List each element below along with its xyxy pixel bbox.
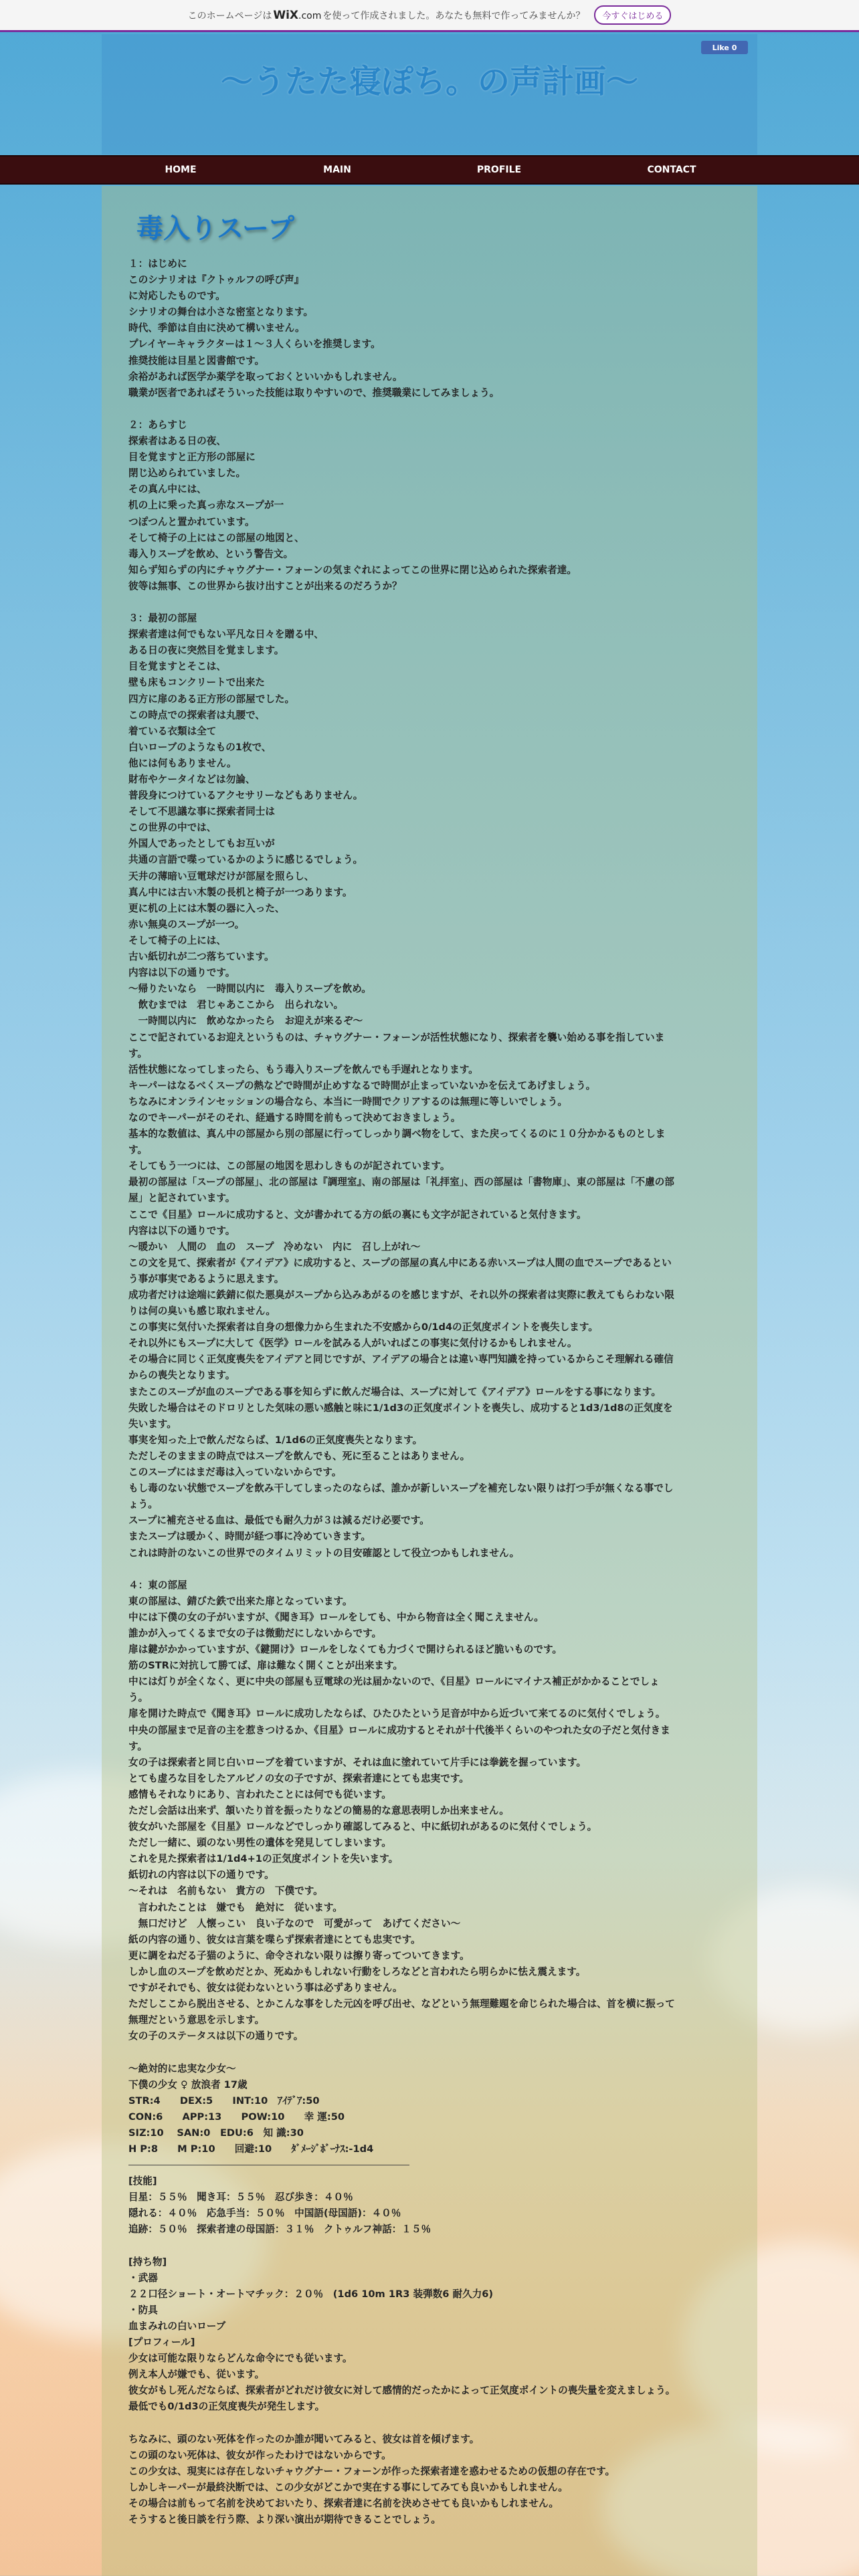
post-text-line: そして椅子の上には、 [128, 934, 226, 946]
post-text-line: しかし血のスープを飲めだとか、死ぬかもしれない行動をしろなどと言われたら明らかに怯え震えます。 [128, 1965, 586, 1977]
wix-logo-suffix: .com [298, 10, 322, 21]
post-text-line: 感情もそれなりにあり、言われたことには何でも従います。 [128, 1788, 391, 1800]
post-text-line: 赤い無臭のスープが一つ。 [128, 918, 245, 930]
post-text-line: 目星：５５％ 聞き耳：５５％ 忍び歩き：４０％ [128, 2191, 353, 2204]
post-text-line: ～絶対的に忠実な少女～ [128, 2062, 236, 2074]
post-body [128, 256, 677, 2528]
wix-banner-text-after: を使って作成されました。あなたも無料で作ってみませんか？ [322, 10, 585, 21]
post-text-line: 天井の薄暗い豆電球だけが部屋を照らし、 [128, 870, 314, 882]
post-title: 毒入りスープ [136, 213, 294, 244]
post-text-line: 言われたことは 嫌でも 絶対に 従います。 [128, 1901, 343, 1913]
post-text-line: STR:4 DEX:5 INT:10 ｱｲﾃﾞｱ:50 [128, 2095, 320, 2107]
nav-item-home[interactable]: HOME [165, 165, 197, 175]
post-text-line: この少女は、現実には存在しないチャウグナー・フォーンが作った探索者達を惑わせるための仮想の存在です。 [128, 2465, 615, 2477]
post-text-line: 推奨技能は目星と図書館です。 [128, 354, 265, 366]
post-text-line [128, 595, 677, 611]
post-text-line: 扉を開けた時点で《聞き耳》ロールに成功したならば、ひたひたという足音が中から近づいて来てるのに気付くでしょう。 [128, 1708, 666, 1720]
wix-promo-banner [0, 0, 859, 32]
post-text-line: ちなみにオンラインセッションの場合なら、本当に一時間でクリアするのは無理に等しいでしょう。 [128, 1095, 567, 1107]
post-text-line: そして不思議な事に探索者同士は [128, 806, 275, 818]
post-text-line: 更に机の上には木製の器に入った、 [128, 902, 285, 914]
post-text-line: そして椅子の上にはこの部屋の地図と、 [128, 532, 304, 544]
post-text-line: 着ている衣類は全て [128, 725, 217, 737]
post-text-line: 探索者達は何でもない平凡な日々を贈る中、 [128, 629, 324, 641]
post-text-line: 誰かが入ってくるまで女の子は微動だにしないからです。 [128, 1627, 382, 1639]
post-text-line: ただし一緒に、頭のない男性の遺体を発見してしまいます。 [128, 1837, 391, 1849]
post-text-line: ここで記されているお迎えというものは、チャウグナー・フォーンが活性状態になり、探索者を襲い始める事を指しています。 [128, 1031, 665, 1059]
post-text-line: なのでキーパーがそのそれ、経過する時間を前もって決めておきましょう。 [128, 1111, 461, 1123]
post-text-line [128, 2415, 677, 2431]
post-text-line: に対応したものです。 [128, 290, 225, 302]
post-text-line: 中央の部屋まで足音の主を惹きつけるか、《目星》ロールに成功するとそれが十代後半くらいのやつれた女の子だと気付きます。 [128, 1724, 670, 1752]
post-text-line: 毒入りスープを飲め、という警告文。 [128, 548, 294, 560]
post-text-line: 真ん中には古い木製の長机と椅子が一つあります。 [128, 886, 353, 898]
post-text-line: 無口だけど 人懐っこい 良い子なので 可愛がって あげてください～ [128, 1917, 461, 1929]
post-text-line: プレイヤーキャラクターは１～３人くらいを推奨します。 [128, 338, 381, 350]
wix-logo[interactable] [273, 9, 321, 22]
post-text-line: これを見た探索者は1/1d4+1の正気度ポイントを失います。 [128, 1853, 399, 1865]
post-text-line: 彼女がいた部屋を《目星》ロールなどでしっかり確認してみると、中に紙切れがあるのに気付くでしょう。 [128, 1821, 597, 1833]
post-text-line: それ以外にもスープに大して《医学》ロールを試みる人がいればこの事実に気付けるかもしれません。 [128, 1337, 577, 1350]
post-text-line: 成功者だけは途端に鉄錆に似た悪臭がスープから込みあがるのを感じますが、それ以外の探索者は実際に教えてもらわない限りは何の臭いも感じ取れません。 [128, 1289, 674, 1317]
post-text-line: 最初の部屋は「スープの部屋」、北の部屋は『調理室』、南の部屋は「礼拝室」、西の部屋は「書物庫」、東の部屋は「不慮の部屋」と記されています。 [128, 1176, 674, 1204]
post-text-line: ですがそれでも、彼女は従わないという事は必ずありません。 [128, 1982, 403, 1994]
post-text-line: 中には下僕の女の子がいますが、《聞き耳》ロールをしても、中から物音は全く聞こえません。 [128, 1611, 544, 1623]
post-text-line: 財布やケータイなどは勿論、 [128, 774, 256, 785]
post-text-line: 女の子は探索者と同じ白いローブを着ていますが、それは血に塗れていて片手には拳銃を握っています。 [128, 1756, 587, 1768]
post-text-line: もし毒のない状態でスープを飲み干してしまったのならば、誰かが新しいスープを補充しない限りは打つ手が無くなる事でしょう。 [128, 1483, 674, 1511]
nav-item-profile[interactable]: PROFILE [476, 165, 522, 175]
post-text-line: SIZ:10 SAN:0 EDU:6 知 識:30 [128, 2127, 304, 2139]
post-text-line: ～それは 名前もない 貴方の 下僕です。 [128, 1885, 323, 1897]
post-text-line: ただしそのまままの時点ではスープを飲んでも、死に至ることはありません。 [128, 1450, 470, 1462]
post-text-line: H P:8 M P:10 回避:10 ﾀﾞﾒｰｼﾞﾎﾞｰﾅｽ:-1d4 [128, 2143, 374, 2155]
post-text-line: 彼等は無事、この世界から抜け出すことが出来るのだろうか？ [128, 580, 402, 592]
post-text-line: ～帰りたいなら 一時間以内に 毒入りスープを飲め。 [128, 983, 371, 995]
post-text-line: [持ち物] [128, 2256, 167, 2268]
post-text-line: 中には灯りが全くなく、更に中央の部屋も豆電球の光は届かないので、《目星》ロールにマイナス補正がかかることでしょう。 [128, 1676, 660, 1704]
post-text-line: ここで《目星》ロールに成功すると、文が書かれてる方の紙の裏にも文字が記されていると気付きます。 [128, 1208, 587, 1220]
wix-logo-text: WiX [273, 8, 299, 22]
post-text-line: １：はじめに [128, 258, 187, 270]
post-text-line: 例え本人が嫌でも、従います。 [128, 2369, 265, 2381]
start-now-button[interactable]: 今すぐはじめる [594, 5, 671, 25]
post-text-line: これは時計のないこの世界でのタイムリミットの目安確認として役立つかもしれません。 [128, 1547, 520, 1559]
post-text-line: CON:6 APP:13 POW:10 幸 運:50 [128, 2111, 345, 2123]
post-text-line: その真ん中には、 [128, 484, 207, 496]
post-text-line: 彼女がもし死んだならば、探索者がどれだけ彼女に対して感情的だったかによって正気度ポイントの喪失量を変えましょう。 [128, 2385, 676, 2397]
post-text-line: ただしここから脱出させる、とかこんな事をした元凶を呼び出せ、などという無理難題を命じられた場合は、首を横に振って無理だという意思を示します。 [128, 1998, 675, 2026]
wix-banner-text-before: このホームページは [187, 10, 272, 21]
post-text-line: 共通の言語で喋っているかのように感じるでしょう。 [128, 854, 363, 866]
post-text-line: このシナリオは『クトゥルフの呼び声』 [128, 274, 304, 286]
post-text-line: 古い紙切れが二つ落ちています。 [128, 951, 274, 963]
post-text-line: 外国人であったとしてもお互いが [128, 838, 275, 850]
post-text-line: ・防具 [128, 2304, 158, 2316]
post-text-line: ２：あらすじ [128, 419, 187, 431]
post-text-line: 探索者はある日の夜、 [128, 435, 226, 447]
post-text-line: そうすると後日談を行う際、より深い演出が期待できることでしょう。 [128, 2514, 442, 2526]
post-text-line: そしてもう一つには、この部屋の地図を思わしきものが記されています。 [128, 1160, 450, 1172]
post-text-line: 下僕の少女 ♀ 放浪者 17歳 [128, 2078, 248, 2090]
post-text-line: 他には何もありません。 [128, 757, 237, 769]
post-text-line: 女の子のステータスは以下の通りです。 [128, 2030, 304, 2042]
post-text-line: またスープは暖かく、時間が経つ事に冷めていきます。 [128, 1531, 371, 1543]
post-text-line: とても虚ろな目をしたアルビノの女の子ですが、探索者達にとても忠実です。 [128, 1772, 469, 1784]
post-text-line: 普段身につけているアクセサリーなどもありません。 [128, 790, 363, 802]
post-text-line: 失敗した場合はそのドロリとした気味の悪い感触と味に1/1d3の正気度ポイントを喪失し、成功すると1d3/1d8の正気度を失います。 [128, 1402, 673, 1430]
post-text-line: 四方に扉のある正方形の部屋でした。 [128, 693, 295, 705]
post-text-line: ３：最初の部屋 [128, 613, 197, 625]
post-text-line: 白いローブのようなもの1枚で、 [128, 741, 272, 753]
post-text-line [128, 2238, 677, 2254]
post-text-line: 目を覚ますと正方形の部屋に [128, 451, 256, 463]
post-text-line: この世界の中では、 [128, 822, 217, 834]
post-text-line: この事実に気付いた探索者は自身の想像力から生まれた不安感から0/1d4の正気度ポイントを喪失します。 [128, 1321, 598, 1333]
nav-item-contact[interactable]: CONTACT [647, 165, 696, 175]
post-text-line: 飲むまでは 君じゃあここから 出られない。 [128, 999, 344, 1011]
post-text-line: ～暖かい 人間の 血の スープ 冷めない 内に 召し上がれ～ [128, 1241, 421, 1253]
post-text-line: キーパーはなるべくスープの熱などで時間が止めすなるで時間が止まっていないかを伝えてあげましょう。 [128, 1079, 596, 1091]
post-text-line: 隠れる：４０％ 応急手当：５０％ 中国語(母国語)：４０％ [128, 2208, 401, 2220]
post-text-line: 時代、季節は自由に決めて構いません。 [128, 322, 305, 334]
post-text-line: この文を見て、探索者が《アイデア》に成功すると、スープの部屋の真ん中にある赤いスープは人間の血でスープであるという事が事実であるように思えます。 [128, 1257, 672, 1285]
post-text-line: その場合は前もって名前を決めておいたり、探索者達に名前を決めさせても良いかもしれません。 [128, 2497, 559, 2509]
facebook-like-button[interactable] [701, 41, 748, 54]
post-text-line: スープに補充させる血は、最低でも耐久力が３は減るだけ必要です。 [128, 1515, 430, 1527]
post-text-line: 内容は以下の通りです。 [128, 967, 235, 979]
post-text-line: 壁も床もコンクリートで出来た [128, 677, 266, 689]
post-text-line [128, 2044, 677, 2060]
post-text-line: ２２口径ショート・オートマチック：２０％ (1d6 10m 1R3 装弾数6 耐久力6) [128, 2288, 494, 2300]
post-text-line: 追跡：５０％ 探索者達の母国語：３１％ クトゥルフ神話：１５％ [128, 2224, 432, 2236]
post-text-line: 閉じ込められていました。 [128, 467, 246, 479]
post-text-line: 内容は以下の通りです。 [128, 1224, 235, 1237]
post-text-line: 基本的な数値は、真ん中の部屋から別の部屋に行ってしっかり調べ物をして、また戻ってくるのに１０分かかるものとします。 [128, 1128, 666, 1156]
post-text-line: ４：東の部屋 [128, 1579, 187, 1591]
post-text-line: [技能] [128, 2175, 157, 2187]
post-text-line: 活性状態になってしまったら、もう毒入りスープを飲んでも手遅れとなります。 [128, 1063, 478, 1075]
post-text-line: ただし会話は出来ず、頷いたり首を振ったりなどの簡易的な意思表明しか出来ません。 [128, 1805, 509, 1816]
post-text-line: ある日の夜に突然目を覚まします。 [128, 645, 284, 657]
facebook-like-label: Like 0 [712, 43, 737, 52]
post-text-line: 少女は可能な限りならどんな命令にでも従います。 [128, 2353, 353, 2365]
post-text-line: 机の上に乗った真っ赤なスープが一 [128, 500, 284, 512]
post-text-line: [プロフィール] [128, 2337, 195, 2348]
post-text-line: 東の部屋は、錆びた鉄で出来た扉となっています。 [128, 1595, 353, 1607]
post-text-line: 扉は鍵がかかっていますが、《鍵開け》ロールをしなくても力づくで開けられるほど脆いものです。 [128, 1644, 562, 1656]
post-text-line: 最低でも0/1d3の正気度喪失が発生します。 [128, 2401, 325, 2413]
divider-line [128, 2157, 409, 2165]
site-title: ～うたた寝ぽち。の声計画～ [220, 63, 638, 100]
post-text-line [128, 1562, 677, 1578]
post-text-line: 事実を知った上で飲んだならば、1/1d6の正気度喪失となります。 [128, 1434, 423, 1446]
post-text-line: 更に調をねだる子猫のように、命令されない限りは擦り寄ってついてきます。 [128, 1949, 470, 1961]
post-text-line: 紙の内容の通り、彼女は言葉を喋らず探索者達にとても忠実です。 [128, 1933, 421, 1945]
post-text-line: このスープにはまだ毒は入っていないからです。 [128, 1467, 342, 1479]
post-text-line: この頭のない死体は、彼女が作ったわけではないからです。 [128, 2449, 391, 2461]
post-text-line: またこのスープが血のスープである事を知らずに飲んだ場合は、スープに対して《アイデア》ロールをする事になります。 [128, 1386, 661, 1398]
post-text-line: 職業が医者であればそういった技能は取りやすいので、推奨職業にしてみましょう。 [128, 387, 500, 399]
main-navigation [0, 155, 859, 185]
post-text-line: しかしキーパーが最終決断では、この少女がどこかで実在する事にしてみても良いかもしれません。 [128, 2481, 568, 2493]
post-text-line: 筋のSTRに対抗して勝てば、扉は難なく開くことが出来ます。 [128, 1660, 403, 1672]
post-text-line: 紙切れの内容は以下の通りです。 [128, 1869, 274, 1881]
post-text-line: ・武器 [128, 2272, 158, 2284]
post-text-line: その場合に同じく正気度喪失をアイデアと同じですが、アイデアの場合とは違い専門知識を持っているからこそ理解れる確信からの喪失となります。 [128, 1354, 674, 1382]
post-text-line: 目を覚ますとそこは、 [128, 661, 226, 673]
post-text-line: 知らず知らずの内にチャウグナー・フォーンの気まぐれによってこの世界に閉じ込められた探索者達。 [128, 564, 577, 576]
post-text-line: シナリオの舞台は小さな密室となります。 [128, 306, 313, 318]
nav-item-main[interactable]: MAIN [323, 165, 351, 175]
post-text-line: つぽつんと置かれています。 [128, 516, 255, 528]
post-text-line: ちなみに、頭のない死体を作ったのか誰が聞いてみると、彼女は首を傾げます。 [128, 2433, 480, 2445]
post-text-line: 血まみれの白いローブ [128, 2320, 226, 2332]
post-text-line: この時点での探索者は丸腰で、 [128, 709, 266, 721]
post-text-line: 一時間以内に 飲めなかったら お迎えが来るぞ～ [128, 1015, 363, 1027]
post-text-line [128, 401, 677, 417]
post-text-line: 余裕があれば医学か薬学を取っておくといいかもしれません。 [128, 370, 403, 383]
